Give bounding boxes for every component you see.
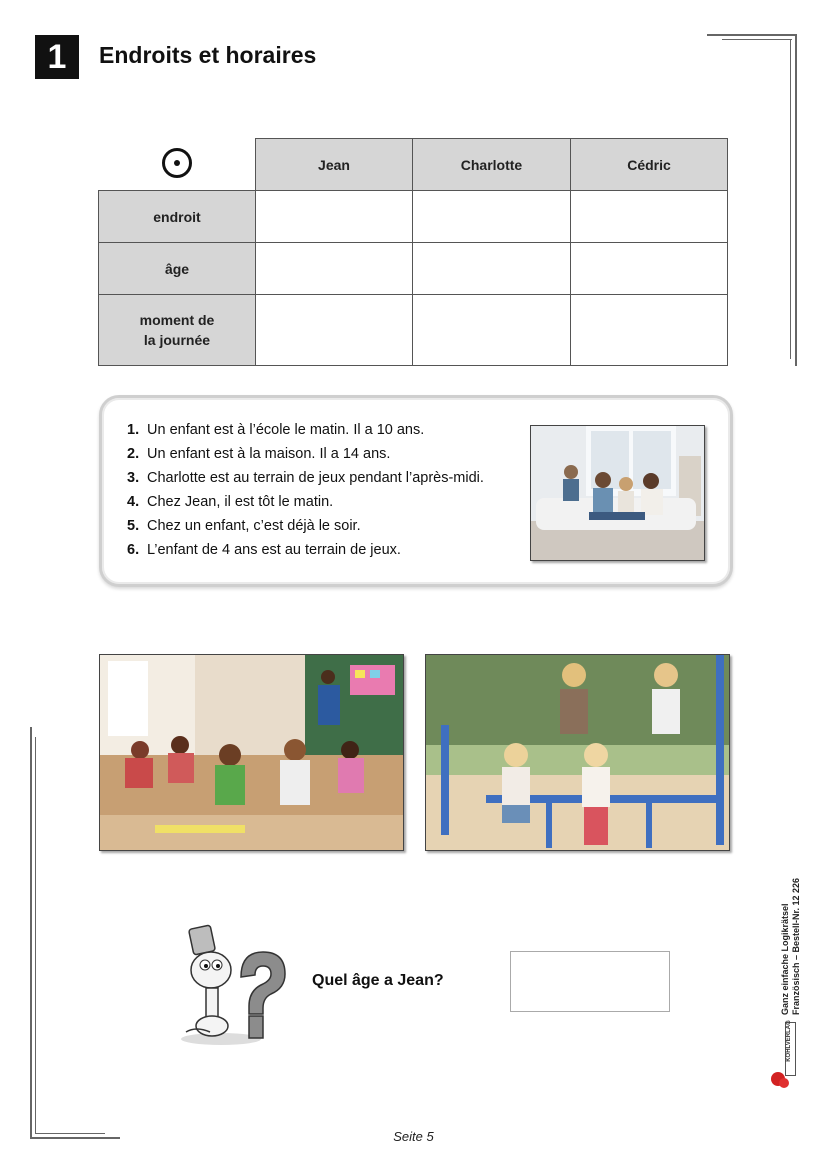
grid-cell[interactable] <box>571 243 728 295</box>
column-header: Cédric <box>571 139 728 191</box>
row-header: endroit <box>99 191 256 243</box>
clue-list <box>127 418 484 562</box>
clue-text: Chez Jean, il est tôt le matin. <box>147 494 334 510</box>
column-header: Charlotte <box>413 139 571 191</box>
grid-corner <box>99 139 256 191</box>
grid-cell[interactable] <box>413 191 571 243</box>
clue-text: Charlotte est au terrain de jeux pendant l’après-midi. <box>147 470 484 486</box>
clue-number: 1. <box>127 422 140 438</box>
book-title: Ganz einfache Logikrätsel <box>780 903 790 1015</box>
frame-line <box>790 39 791 359</box>
frame-line <box>30 727 32 1139</box>
clock-icon <box>162 148 192 178</box>
clue-item <box>127 466 484 490</box>
order-number: Französisch – Bestell-Nr. 12 226 <box>791 877 801 1015</box>
clue-text: Un enfant est à l’école le matin. Il a 10 ans. <box>147 422 425 438</box>
clue-number: 6. <box>127 542 140 558</box>
grid-cell[interactable] <box>571 191 728 243</box>
thinking-character-illustration <box>176 922 286 1047</box>
row-header <box>99 295 256 366</box>
publisher-logo <box>771 1022 795 1092</box>
frame-line <box>722 39 792 40</box>
grid-cell[interactable] <box>571 295 728 366</box>
grid-cell[interactable] <box>413 243 571 295</box>
frame-line <box>707 34 797 36</box>
grid-cell[interactable] <box>256 295 413 366</box>
clue-text: L’enfant de 4 ans est au terrain de jeux. <box>147 542 401 558</box>
clue-item <box>127 538 484 562</box>
family-photo <box>530 425 705 561</box>
row-header-label: moment de la journée <box>139 312 215 348</box>
clue-item <box>127 442 484 466</box>
clue-number: 5. <box>127 518 140 534</box>
classroom-photo <box>99 654 404 851</box>
clue-item <box>127 514 484 538</box>
question-text: Quel âge a Jean? <box>312 972 444 989</box>
clue-text: Un enfant est à la maison. Il a 14 ans. <box>147 446 391 462</box>
column-header: Jean <box>256 139 413 191</box>
publisher-info <box>780 878 802 1015</box>
frame-line <box>35 737 36 1134</box>
exercise-number: 1 <box>35 35 79 79</box>
row-header: âge <box>99 243 256 295</box>
answer-field[interactable] <box>510 951 670 1012</box>
frame-line <box>795 34 797 366</box>
logic-grid <box>98 138 728 366</box>
grid-cell[interactable] <box>256 191 413 243</box>
grid-cell[interactable] <box>256 243 413 295</box>
clue-item <box>127 418 484 442</box>
playground-photo <box>425 654 730 851</box>
page-title: Endroits et horaires <box>99 42 317 68</box>
clue-number: 4. <box>127 494 140 510</box>
clue-text: Chez un enfant, c’est déjà le soir. <box>147 518 361 534</box>
clue-number: 3. <box>127 470 140 486</box>
clue-item <box>127 490 484 514</box>
clue-number: 2. <box>127 446 140 462</box>
grid-cell[interactable] <box>413 295 571 366</box>
page-number: Seite 5 <box>393 1129 434 1144</box>
publisher-name: KOHLVERLAG <box>786 1020 792 1062</box>
